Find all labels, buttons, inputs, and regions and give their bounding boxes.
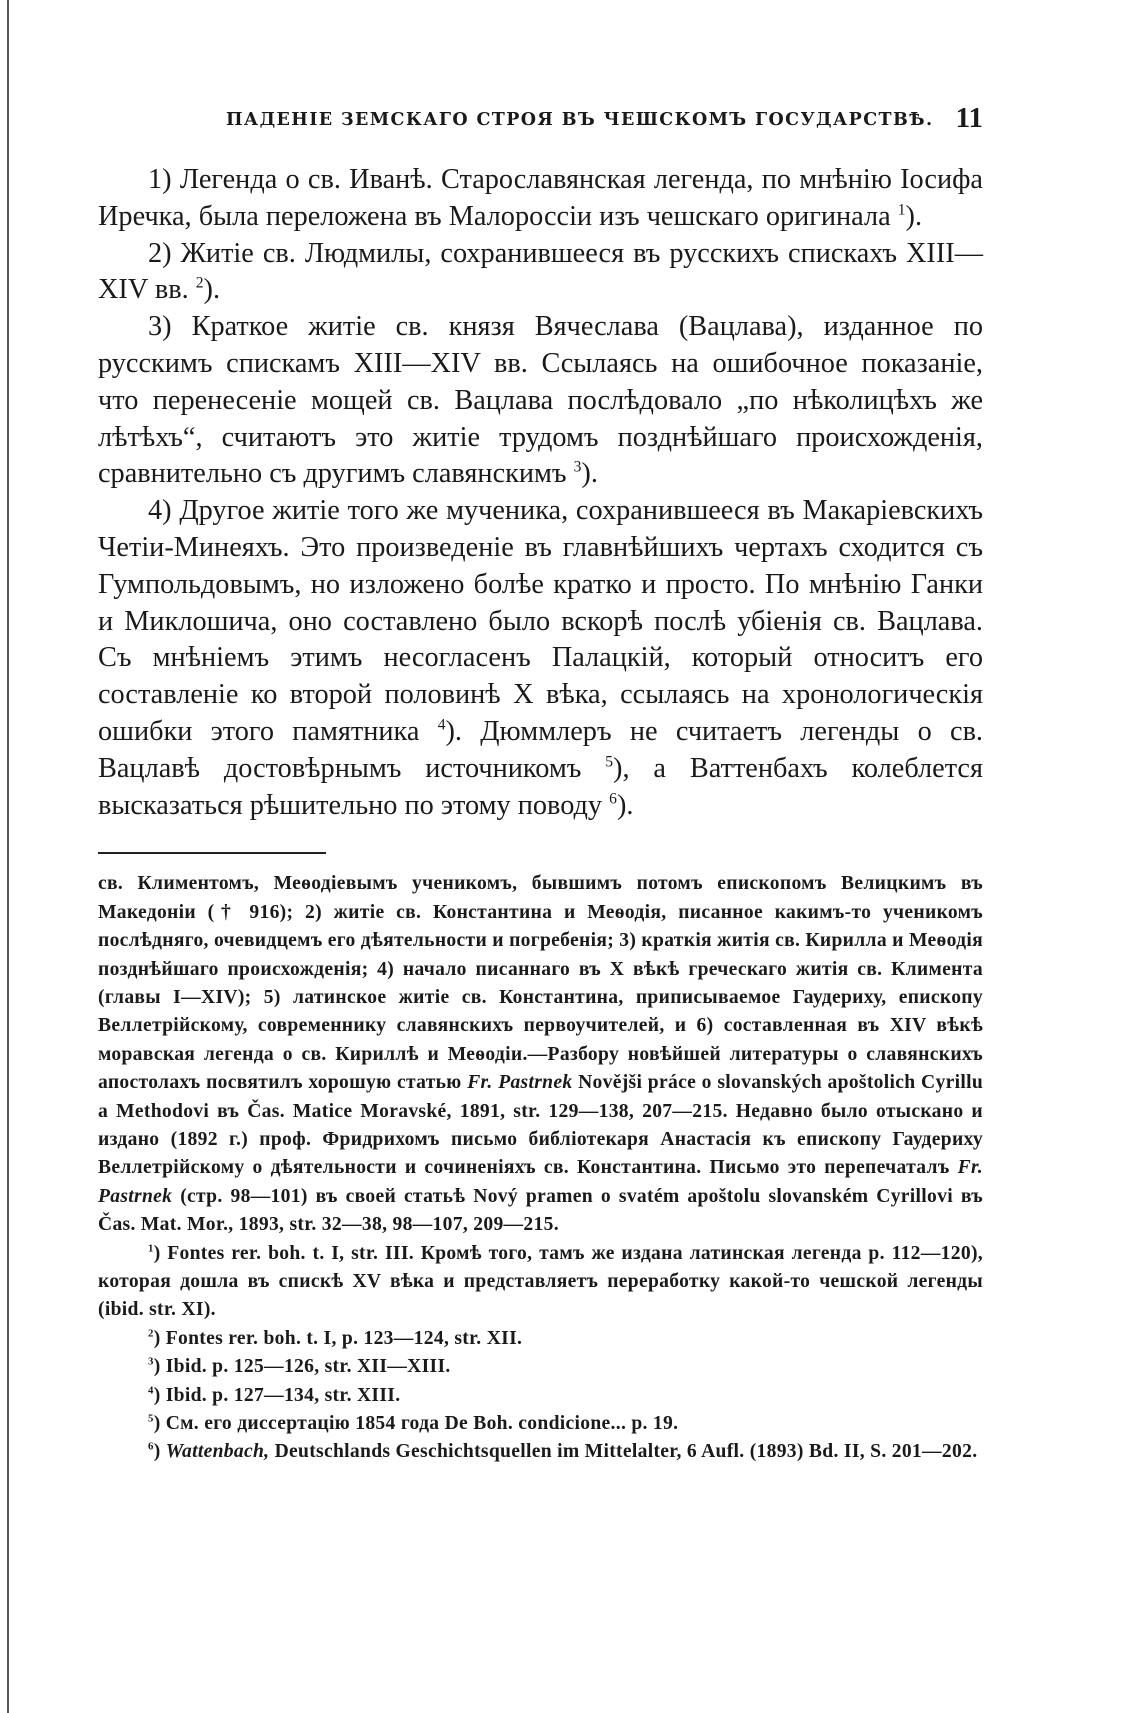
paragraph-3-text: 3) Краткое житіе св. князя Вячеслава (Вацлава), изданное по русскимъ спискамъ XIII—XIV вв. Ссылаясь на ошибочное показаніе, что перенесеніе мощей св. Вацлава послѣдовало „по нѣколицѣхъ же лѣтѣхъ“, считаютъ это житіе трудомъ позднѣйшаго происхожденія, сравнительно съ другимъ славянскимъ [98,311,983,490]
paragraph-1-end: ). [905,200,923,232]
footnote-4-text: ) Ibid. p. 127—134, str. XIII. [153,1384,401,1406]
paragraph-4-text-c: ), а Ваттенбахъ колеблется высказаться рѣшительно по этому поводу [98,752,983,821]
paragraph-3-end: ). [581,458,598,490]
footnote-6-marker: 6 [148,1440,154,1453]
footnote-3-text: ) Ibid. p. 125—126, str. XII—XIII. [153,1356,451,1378]
paragraph-2 [98,236,983,310]
footnote-2-text: ) Fontes rer. boh. t. I, p. 123—124, str. XII. [153,1327,523,1349]
paragraph-4 [98,493,983,824]
footnote-ref-4: 4 [437,716,446,734]
footnote-continuation-text: св. Климентомъ, Меѳодіевымъ ученикомъ, бывшимъ потомъ епископомъ Велицкимъ въ Македоніи († 916); 2) житіе св. Константина и Меѳодія, писанное какимъ-то ученикомъ послѣдняго, очевидцемъ его дѣятельности и погребенія; 3) краткія житія св. Кирилла и Меѳодія позднѣйшаго происхожденія; 4) начало писаннаго въ X вѣкѣ греческаго житія св. Климента (главы I—XIV); 5) латинское житіе св. Константина, приписываемое Гаудериху, епископу Веллетрійскому, современнику славянскихъ первоучителей, и 6) составленная въ XIV вѣкѣ моравская легенда о св. Кириллѣ и Меѳодіи.—Разбору новѣйшей литературы о славянскихъ апостолахъ посвятилъ хорошую статью [98,873,983,1094]
footnote-3 [98,1353,983,1381]
paragraph-2-text: 2) Житіе св. Людмилы, сохранившееся въ русскихъ спискахъ XIII—XIV вв. [98,237,983,306]
footnote-2 [98,1325,983,1353]
running-head [98,96,983,140]
footnote-5-text: ) См. его диссертацію 1854 года De Boh. condicione... p. 19. [153,1413,679,1435]
paragraph-4-end: ). [616,789,634,821]
footnote-divider [98,852,326,854]
paragraph-1 [98,162,983,236]
footnote-author-pastrnek-2: Fr. Pastrnek [98,1157,984,1207]
footnote-5-marker: 5 [148,1412,154,1425]
footnote-continuation-text-b: Novějši práce o slovanských apoštolich Cyrillu a Methodovi въ Čas. Matice Moravské, 1891, str. 129—138, 207—215. Недавно было отыскано и издано (1892 г.) проф. Фридрихомъ письмо библіотекаря Анастасія къ епископу Гаудериху Веллетрійскому о дѣятельности и сочиненіяхъ св. Константина. Письмо это перепечаталъ [98,1072,984,1179]
footnote-ref-1: 1 [897,201,906,219]
footnote-ref-5: 5 [605,753,614,771]
paragraph-2-end: ). [203,274,221,306]
footnote-ref-6: 6 [609,790,617,808]
footnote-6-author: Wattenbach, [165,1441,270,1463]
footnote-6: $^6$) Wattenbach, Deutschlands Geschichtsquellen im Mittelalter, 6 Aufl. (1893) Bd. II, S. 201—202. [148,1440,978,1463]
footnote-4 [98,1382,983,1410]
book-page [98,96,983,1467]
footnote-ref-3: 3 [573,458,582,476]
footnote-1 [98,1240,983,1325]
footnote-3-marker: 3 [148,1355,154,1368]
paragraph-3 [98,309,983,493]
scan-edge-line [7,0,9,1713]
footnote-6-text: Deutschlands Geschichtsquellen im Mittelalter, 6 Aufl. (1893) Bd. II, S. 201—202. [274,1441,978,1463]
paragraph-1-text: 1) Легенда о св. Иванѣ. Старославянская легенда, по мнѣнію Іосифа Иречка, была переложена въ Малороссіи изъ чешскаго оригинала [98,164,983,232]
footnote-4-marker: 4 [148,1384,154,1397]
footnote-1-marker: 1 [148,1242,154,1255]
footnote-author-pastrnek: Fr. Pastrnek [467,1072,573,1094]
paragraph-4-text-b: ). Дюммлеръ не считаетъ легенды о св. Вацлавѣ достовѣрнымъ источникомъ [98,715,983,784]
footnote-2-marker: 2 [148,1327,154,1340]
page-number: 11 [955,102,983,134]
footnote-1-text: ) Fontes rer. boh. t. I, str. III. Кромѣ того, тамъ же издана латинская легенда р. 112—120), которая дошла въ спискѣ XV вѣка и представляетъ переработку какой-то чешской легенды (ibid. str. XI). [98,1242,983,1321]
footnote-ref-2: 2 [195,274,204,292]
footnote-continuation-text-c: (стр. 98—101) въ своей статьѣ Nový pramen o svatém apoštolu slovanském Cyrillovi въ Čas. Mat. Mor., 1893, str. 32—38, 98—107, 209—215. [98,1185,983,1236]
paragraph-4-text: 4) Другое житіе того же мученика, сохранившееся въ Макаріевскихъ Четіи-Минеяхъ. Это произведеніе въ главнѣйшихъ чертахъ сходится съ Гумпольдовымъ, но изложено болѣе кратко и просто. По мнѣнію Ганки и Миклошича, оно составлено было вскорѣ послѣ убіенія св. Вацлава. Съ мнѣніемъ этимъ несогласенъ Палацкій, который относитъ его составленіе ко второй половинѣ X вѣка, ссылаясь на хронологическія ошибки этого памятника [98,495,983,747]
footnote-5 [98,1410,983,1438]
footnote-continuation [98,870,983,1239]
running-title: ПАДЕНІЕ ЗЕМСКАГО СТРОЯ ВЪ ЧЕШСКОМЪ ГОСУДАРСТВѢ. [226,110,934,130]
